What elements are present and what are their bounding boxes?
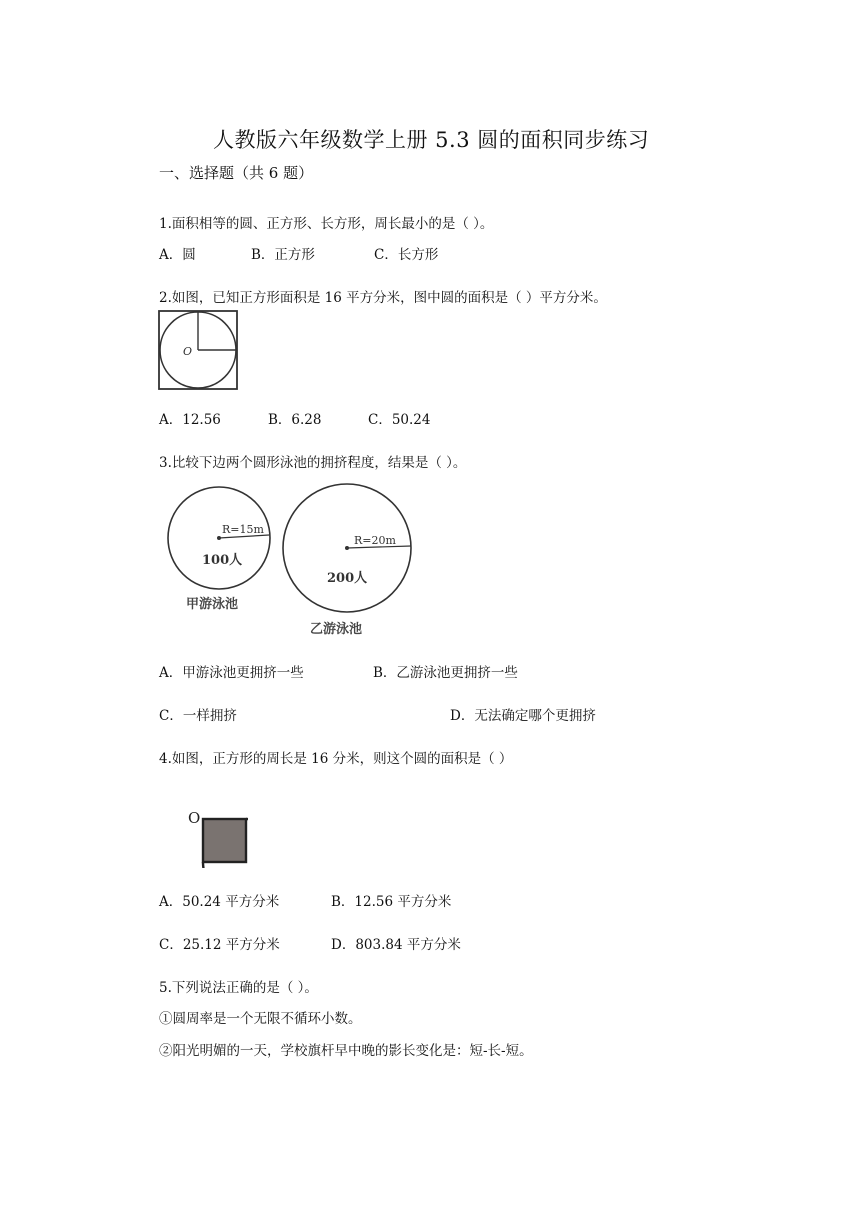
center-label: O (183, 345, 193, 358)
pool-a-people: 100人 (202, 553, 243, 568)
q2-square-circle-figure (158, 310, 240, 392)
q4-option-a[interactable]: A．50.24 平方分米 (159, 894, 280, 910)
pool-b-people: 200人 (327, 571, 368, 586)
q5-statement-1: ①圆周率是一个无限不循环小数。 (159, 1011, 362, 1027)
pool-a-radius-label: R=15m (222, 523, 264, 536)
q1-option-a[interactable]: A．圆 (159, 247, 196, 263)
question-5-stem: 5.下列说法正确的是（ ）。 (159, 980, 318, 996)
q1-option-c[interactable]: C．长方形 (374, 247, 439, 263)
q3-option-d[interactable]: D．无法确定哪个更拥挤 (450, 708, 596, 724)
section-heading: 一、选择题（共 6 题） (159, 164, 314, 182)
q2-option-c[interactable]: C．50.24 (368, 412, 431, 428)
q3-option-c[interactable]: C．一样拥挤 (159, 708, 237, 724)
q4-option-b[interactable]: B．12.56 平方分米 (331, 894, 452, 910)
q2-option-b[interactable]: B．6.28 (268, 412, 322, 428)
q4-option-d[interactable]: D．803.84 平方分米 (331, 937, 461, 953)
q3-option-b[interactable]: B．乙游泳池更拥挤一些 (373, 665, 518, 681)
shaded-square (203, 819, 246, 862)
q1-option-b[interactable]: B．正方形 (251, 247, 315, 263)
q2-option-a[interactable]: A．12.56 (159, 412, 221, 428)
pool-a-name: 甲游泳池 (186, 597, 239, 612)
q4-circle-square-figure (158, 776, 248, 868)
q3-pools-figure (160, 477, 430, 642)
q3-option-a[interactable]: A．甲游泳池更拥挤一些 (159, 665, 304, 681)
page-title: 人教版六年级数学上册 5.3 圆的面积同步练习 (213, 128, 650, 152)
question-2-stem: 2.如图，已知正方形面积是 16 平方分米，图中圆的面积是（ ）平方分米。 (159, 290, 607, 306)
q4-option-c[interactable]: C．25.12 平方分米 (159, 937, 280, 953)
pool-b-name: 乙游泳池 (310, 622, 363, 637)
center-label: O (188, 809, 201, 827)
question-1-stem: 1.面积相等的圆、正方形、长方形，周长最小的是（ ）。 (159, 216, 494, 232)
q5-statement-2: ②阳光明媚的一天，学校旗杆早中晚的影长变化是：短-长-短。 (159, 1043, 533, 1059)
question-4-stem: 4.如图，正方形的周长是 16 分米，则这个圆的面积是（ ） (159, 751, 513, 767)
question-3-stem: 3.比较下边两个圆形泳池的拥挤程度，结果是（ ）。 (159, 455, 467, 471)
pool-b-radius-label: R=20m (354, 534, 396, 547)
